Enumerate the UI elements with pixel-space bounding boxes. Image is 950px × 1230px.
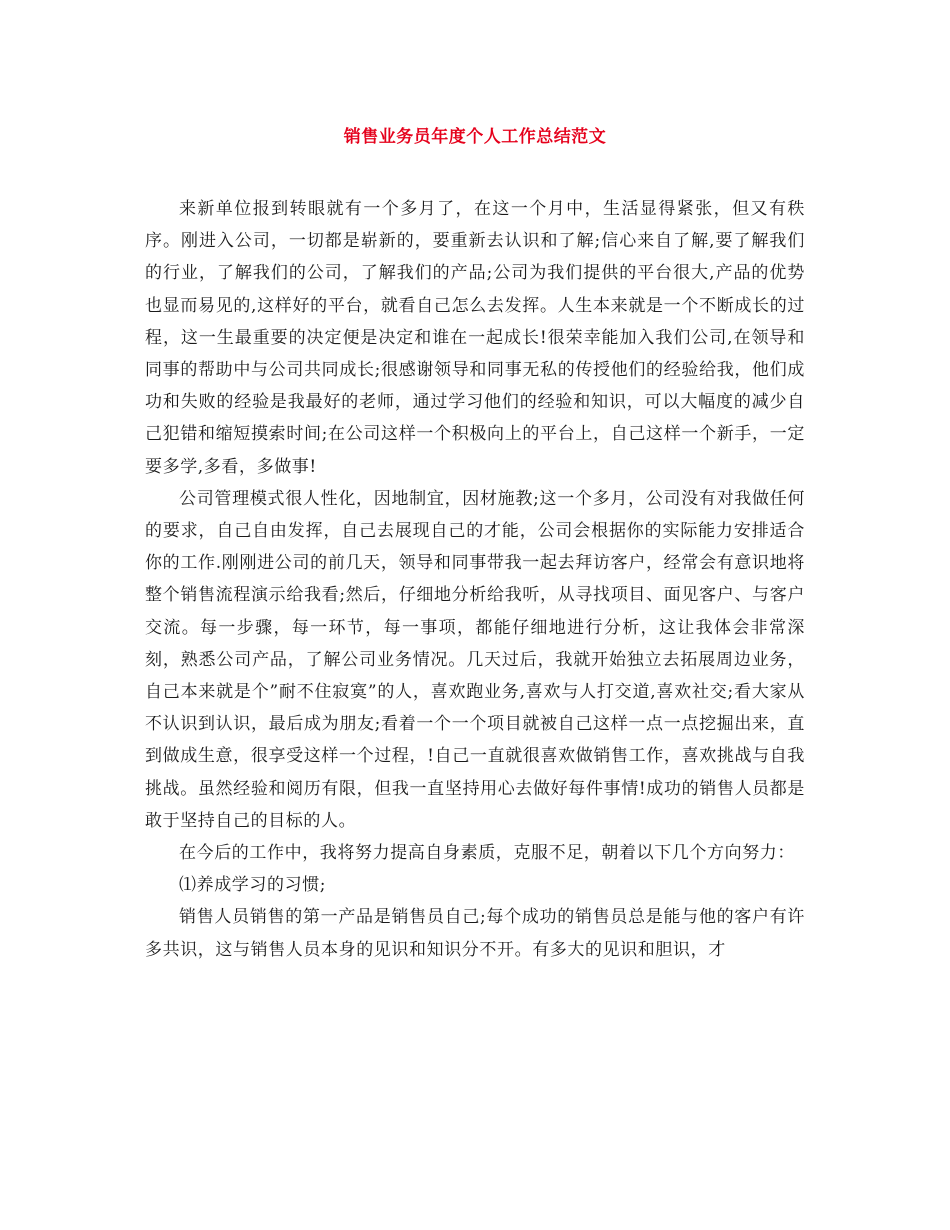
document-title: 销售业务员年度个人工作总结范文 [343, 127, 607, 147]
paragraph: 在今后的工作中，我将努力提高自身素质，克服不足，朝着以下几个方向努力： [179, 843, 795, 864]
document-body [145, 193, 805, 966]
paragraph: 公司管理模式很人性化，因地制宜，因材施教;这一个多月，公司没有对我做任何的要求，自己自由发挥，自己去展现自己的才能，公司会根据你的实际能力安排适合你的工作.刚刚进公司的前几天，领导和同事带我一起去拜访客户，经常会有意识地将整个销售流程演示给我看;然后，仔细地分析给我听，从寻找项目、面见客户、与客户交流。每一步骤，每一环节，每一事项，都能仔细地进行分析，这让我体会非常深刻，熟悉公司产品，了解公司业务情况。几天过后，我就开始独立去拓展周边业务，自己本来就是个”耐不住寂寞”的人，喜欢跑业务,喜欢与人打交道,喜欢社交;看大家从不认识到认识，最后成为朋友;看着一个一个项目就被自己这样一点一点挖掘出来，直到做成生意，很享受这样一个过程，!自己一直就很喜欢做销售工作，喜欢挑战与自我挑战。虽然经验和阅历有限，但我一直坚持用心去做好每件事情!成功的销售人员都是敢于坚持自己的目标的人。 [145, 488, 805, 831]
paragraph: 销售人员销售的第一产品是销售员自己;每个成功的销售员总是能与他的客户有许多共识，这与销售人员本身的见识和知识分不开。有多大的见识和胆识，才 [145, 907, 805, 960]
paragraph: 来新单位报到转眼就有一个多月了，在这一个月中，生活显得紧张，但又有秩序。刚进入公司，一切都是崭新的，要重新去认识和了解;信心来自了解,要了解我们的行业，了解我们的公司，了解我们的产品;公司为我们提供的平台很大,产品的优势也显而易见的,这样好的平台，就看自己怎么去发挥。人生本来就是一个不断成长的过程，这一生最重要的决定便是决定和谁在一起成长!很荣幸能加入我们公司,在领导和同事的帮助中与公司共同成长;很感谢领导和同事无私的传授他们的经验给我，他们成功和失败的经验是我最好的老师，通过学习他们的经验和知识，可以大幅度的减少自己犯错和缩短摸索时间;在公司这样一个积极向上的平台上，自己这样一个新手，一定要多学,多看，多做事! [145, 199, 805, 477]
list-item-heading: ⑴养成学习的习惯; [179, 875, 327, 896]
